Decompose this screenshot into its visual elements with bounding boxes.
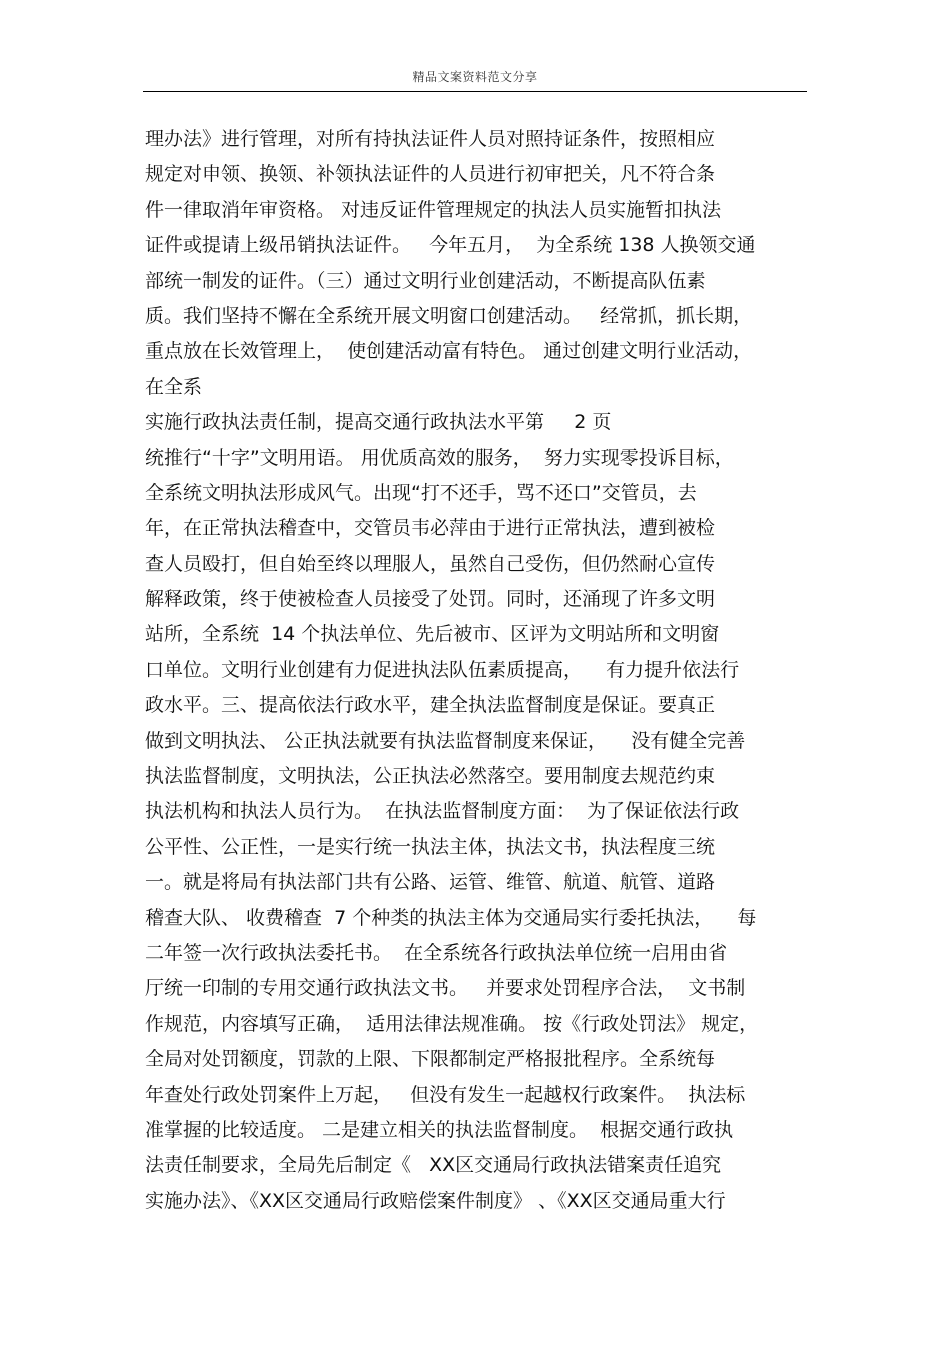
text-line: 规定对申领、换领、补领执法证件的人员进行初审把关，凡不符合条 — [145, 163, 716, 186]
text-line: 质。我们坚持不懈在全系统开展文明窗口创建活动。 经常抓，抓长期， — [145, 304, 753, 327]
text-line: 作规范，内容填写正确， 适用法律法规准确。 按《行政处罚法》 规定， — [145, 1012, 759, 1035]
text-line: 件一律取消年审资格。 对违反证件管理规定的执法人员实施暂扣执法 — [145, 198, 722, 221]
text-line: 证件或提请上级吊销执法证件。 今年五月， 为全系统 138 人换领交通 — [145, 234, 756, 257]
text-line: 全局对处罚额度，罚款的上限、下限都制定严格报批程序。全系统每 — [145, 1048, 716, 1071]
text-line: 在全系 — [145, 375, 203, 398]
text-line: 重点放在长效管理上， 使创建活动富有特色。 通过创建文明行业活动， — [145, 340, 753, 363]
text-line: 准掌握的比较适度。 二是建立相关的执法监督制度。 根据交通行政执 — [145, 1118, 734, 1141]
text-line: 厅统一印制的专用交通行政执法文书。 并要求处罚程序合法， 文书制 — [145, 977, 746, 1000]
header-divider — [143, 91, 807, 92]
text-line: 站所，全系统 14 个执法单位、先后被市、区评为文明站所和文明窗 — [145, 623, 720, 646]
text-line: 查人员殴打，但自始至终以理服人，虽然自己受伤，但仍然耐心宣传 — [145, 552, 716, 575]
text-line: 执法监督制度，文明执法，公正执法必然落空。要用制度去规范约束 — [145, 765, 716, 788]
text-line: 解释政策，终于使被检查人员接受了处罚。同时，还涌现了许多文明 — [145, 588, 716, 611]
text-line: 口单位。文明行业创建有力促进执法队伍素质提高， 有力提升依法行 — [145, 658, 740, 681]
page-header: 精品文案资料范文分享 — [412, 70, 538, 84]
text-line: 公平性、公正性，一是实行统一执法主体，执法文书，执法程度三统 — [145, 835, 716, 858]
page-footer-title: 实施行政执法责任制，提高交通行政执法水平第 2 页 — [145, 411, 612, 434]
text-line: 统推行“十字”文明用语。 用优质高效的服务， 努力实现零投诉目标， — [145, 446, 734, 469]
text-line: 执法机构和执法人员行为。 在执法监督制度方面： 为了保证依法行政 — [145, 800, 740, 823]
text-line: 政水平。三、提高依法行政水平，建全执法监督制度是保证。要真正 — [145, 694, 716, 717]
text-line: 全系统文明执法形成风气。出现“打不还手，骂不还口”交管员，去 — [145, 481, 697, 504]
text-line: 理办法》进行管理，对所有持执法证件人员对照持证条件，按照相应 — [145, 128, 716, 150]
text-line: 部统一制发的证件。（三）通过文明行业创建活动，不断提高队伍素 — [145, 269, 706, 292]
text-line: 年，在正常执法稽查中，交管员韦必萍由于进行正常执法，遭到被检 — [145, 517, 716, 540]
text-line: 法责任制要求，全局先后制定《 XX区交通局行政执法错案责任追究 — [145, 1154, 722, 1177]
text-line: 一。就是将局有执法部门共有公路、运管、维管、航道、航管、道路 — [145, 871, 716, 894]
document-body — [145, 122, 810, 1219]
text-line: 二年签一次行政执法委托书。 在全系统各行政执法单位统一启用由省 — [145, 941, 728, 964]
text-line: 实施办法》、《XX区交通局行政赔偿案件制度》 、《XX区交通局重大行 — [145, 1189, 726, 1212]
text-line: 年查处行政处罚案件上万起， 但没有发生一起越权行政案件。 执法标 — [145, 1083, 746, 1106]
text-line: 做到文明执法、 公正执法就要有执法监督制度来保证， 没有健全完善 — [145, 729, 746, 752]
text-line: 稽查大队、 收费稽查 7 个种类的执法主体为交通局实行委托执法， 每 — [145, 906, 757, 929]
